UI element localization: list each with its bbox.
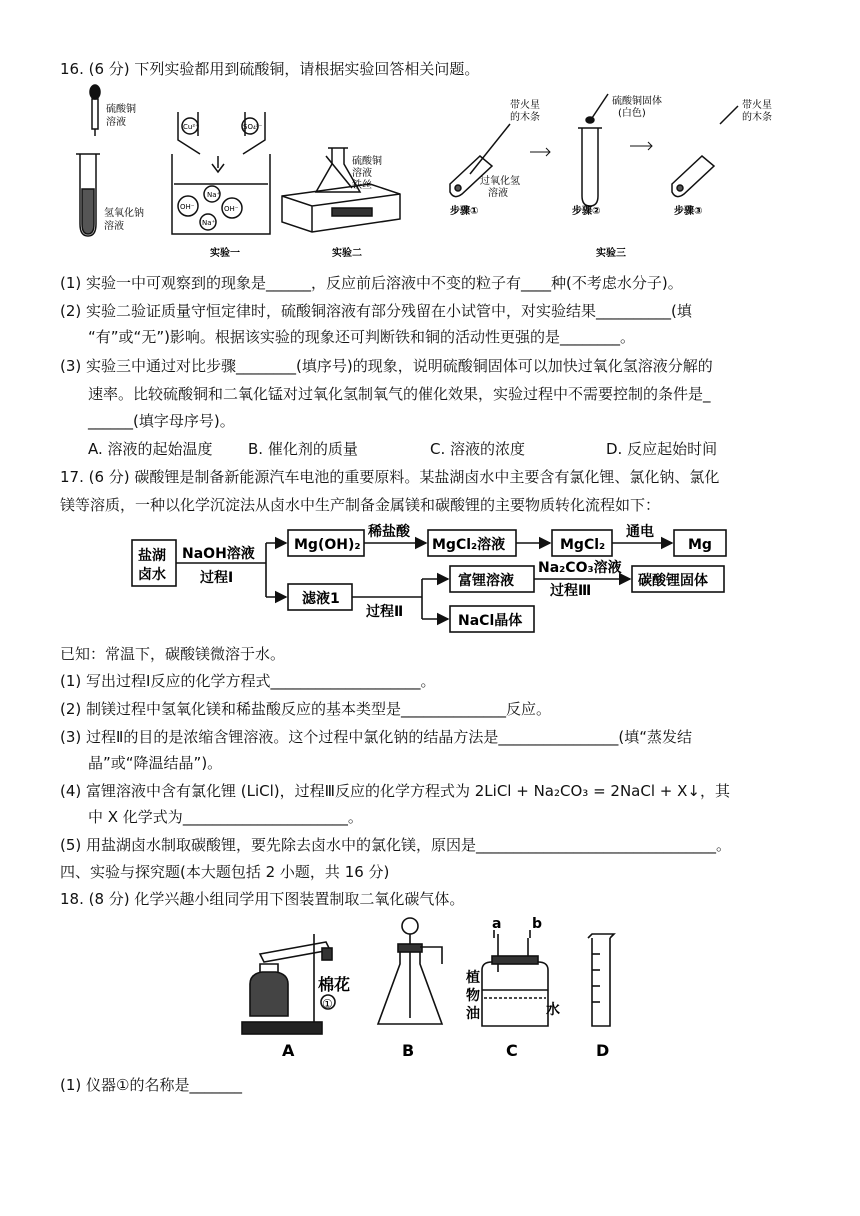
label-a: A	[282, 1041, 295, 1060]
q17-flowchart	[128, 520, 738, 634]
label-oil-1: 植	[466, 970, 480, 986]
ion-so4: SO₄²⁻	[243, 123, 263, 131]
q17-part3a: (3) 过程Ⅱ的目的是浓缩含锂溶液。这个过程中氯化钠的结晶方法是________________(填“蒸发结	[60, 728, 693, 746]
q17-header-2: 镁等溶质，一种以化学沉淀法从卤水中生产制备金属镁和碳酸锂的主要物质转化流程如下：	[60, 496, 661, 514]
flow-mgoh2: Mg(OH)₂	[294, 537, 361, 553]
label-splint-4: 的木条	[742, 112, 772, 123]
apparatus-c-icon	[482, 930, 548, 1026]
label-d: D	[596, 1041, 610, 1060]
ion-oh: OH⁻	[180, 203, 195, 211]
q17-part5: (5) 用盐湖卤水制取碳酸锂，要先除去卤水中的氯化镁，原因是________________________________。	[60, 836, 732, 854]
q18-apparatus-figure	[230, 914, 650, 1066]
spoon-tube-icon	[578, 94, 608, 206]
label-naoh: 氢氧化钠	[104, 208, 144, 219]
q17-part1: (1) 写出过程Ⅰ反应的化学方程式____________________。	[60, 672, 436, 690]
dropper-icon	[90, 85, 100, 136]
q16-part1: (1) 实验一中可观察到的现象是______，反应前后溶液中不变的粒子有____种(不考虑水分子)。	[60, 274, 683, 292]
ion-na: Na⁺	[207, 191, 221, 199]
flow-nacl: NaCl晶体	[458, 613, 523, 629]
balance-icon	[282, 184, 400, 232]
flow-li2co3: 碳酸锂固体	[638, 573, 708, 589]
flow-li-rich: 富锂溶液	[458, 573, 514, 589]
flow-na2co3: Na₂CO₃溶液	[538, 560, 622, 576]
apparatus-d-icon	[588, 934, 614, 1026]
flow-mgcl2: MgCl₂	[560, 537, 606, 553]
flow-hcl: 稀盐酸	[368, 524, 410, 540]
q16-option-d: D. 反应起始时间	[606, 440, 718, 458]
label-step1: 步骤①	[450, 206, 479, 217]
label-cuso4: 硫酸铜	[106, 104, 136, 115]
q17-part4a: (4) 富锂溶液中含有氯化锂 (LiCl)，过程Ⅲ反应的化学方程式为 2LiCl + Na₂CO₃ = 2NaCl + X↓，其	[60, 782, 730, 800]
ion-cu: Cu²⁺	[183, 123, 199, 131]
flow-process-2: 过程Ⅱ	[366, 604, 404, 620]
splint-tube-icon-2	[672, 106, 738, 197]
arrow-icon-2	[630, 142, 652, 150]
label-step2: 步骤②	[572, 206, 601, 217]
q16-part2a: (2) 实验二验证质量守恒定律时，硫酸铜溶液有部分残留在小试管中，对实验结果__________(填	[60, 302, 692, 320]
label-white: (白色)	[618, 108, 646, 119]
flow-mgcl2-solution: MgCl₂溶液	[432, 537, 506, 553]
q16-option-b: B. 催化剂的质量	[248, 440, 358, 458]
apparatus-b-icon	[378, 918, 442, 1024]
label-cuso4-solid: 硫酸铜固体	[612, 96, 662, 107]
label-h2o2: 过氧化氢	[480, 176, 520, 187]
q16-experiment-figure	[70, 84, 830, 264]
flow-brine-2: 卤水	[138, 567, 166, 583]
q16-header: 16. (6 分) 下列实验都用到硫酸铜，请根据实验回答相关问题。	[60, 60, 480, 78]
label-b: B	[402, 1041, 415, 1060]
q16-part3c: ______(填字母序号)。	[88, 412, 235, 430]
label-flask-cuso4: 硫酸铜	[352, 156, 382, 167]
q16-option-a: A. 溶液的起始温度	[88, 440, 213, 458]
label-splint-3: 带火星	[742, 100, 772, 111]
label-port-a: a	[492, 916, 502, 932]
flow-brine-1: 盐湖	[138, 548, 166, 564]
label-flask-sol: 溶液	[352, 168, 372, 179]
ion-na-2: Na⁺	[202, 219, 216, 227]
label-step3: 步骤③	[674, 206, 703, 217]
label-splint-2: 的木条	[510, 112, 540, 123]
q17-part2: (2) 制镁过程中氢氧化镁和稀盐酸反应的基本类型是______________反应。	[60, 700, 552, 718]
label-instrument-1: ①	[322, 997, 333, 1011]
flow-electrolysis: 通电	[626, 524, 654, 540]
label-iron-wire: 铁丝	[352, 180, 372, 191]
flow-mg: Mg	[688, 537, 712, 553]
q18-part1: (1) 仪器①的名称是_______	[60, 1076, 242, 1094]
section-4-heading: 四、实验与探究题(本大题包括 2 小题，共 16 分)	[60, 863, 390, 881]
label-splint: 带火星	[510, 100, 540, 111]
flow-process-1: 过程Ⅰ	[200, 570, 234, 586]
q16-part3b: 速率。比较硫酸铜和二氧化锰对过氧化氢制氧气的催化效果，实验过程中不需要控制的条件是_	[88, 385, 711, 403]
q17-header-1: 17. (6 分) 碳酸锂是制备新能源汽车电池的重要原料。某盐湖卤水中主要含有氯化锂、氯化钠、氯化	[60, 468, 720, 486]
q16-option-c: C. 溶液的浓度	[430, 440, 526, 458]
label-port-b: b	[532, 916, 543, 932]
label-oil-2: 物	[466, 988, 480, 1004]
arrow-icon	[530, 148, 550, 156]
q17-part4b: 中 X 化学式为______________________。	[88, 808, 363, 826]
ion-oh-2: OH⁻	[224, 205, 239, 213]
flow-process-3: 过程Ⅲ	[550, 583, 592, 599]
q16-part2b: “有”或“无”)影响。根据该实验的现象还可判断铁和铜的活动性更强的是________。	[88, 328, 635, 346]
label-oil-3: 油	[466, 1006, 480, 1022]
q17-part3b: 晶”或“降温结晶”)。	[88, 754, 223, 772]
label-cotton: 棉花	[318, 975, 351, 994]
label-water: 水	[546, 1002, 560, 1018]
caption-exp1: 实验一	[210, 248, 240, 259]
flow-naoh: NaOH溶液	[182, 546, 255, 562]
label-c: C	[506, 1041, 518, 1060]
test-tube-icon	[76, 154, 100, 236]
label-h2o2-sol: 溶液	[488, 188, 508, 199]
q17-known: 已知：常温下，碳酸镁微溶于水。	[60, 645, 286, 663]
q16-part3a: (3) 实验三中通过对比步骤________(填序号)的现象，说明硫酸铜固体可以加快过氧化氢溶液分解的	[60, 357, 713, 375]
caption-exp2: 实验二	[332, 248, 362, 259]
label-naoh-sol: 溶液	[104, 221, 124, 232]
label-cuso4-sol: 溶液	[106, 117, 126, 128]
caption-exp3: 实验三	[596, 248, 626, 259]
q18-header: 18. (8 分) 化学兴趣小组同学用下图装置制取二氧化碳气体。	[60, 890, 465, 908]
flow-filtrate: 滤液1	[302, 591, 340, 607]
